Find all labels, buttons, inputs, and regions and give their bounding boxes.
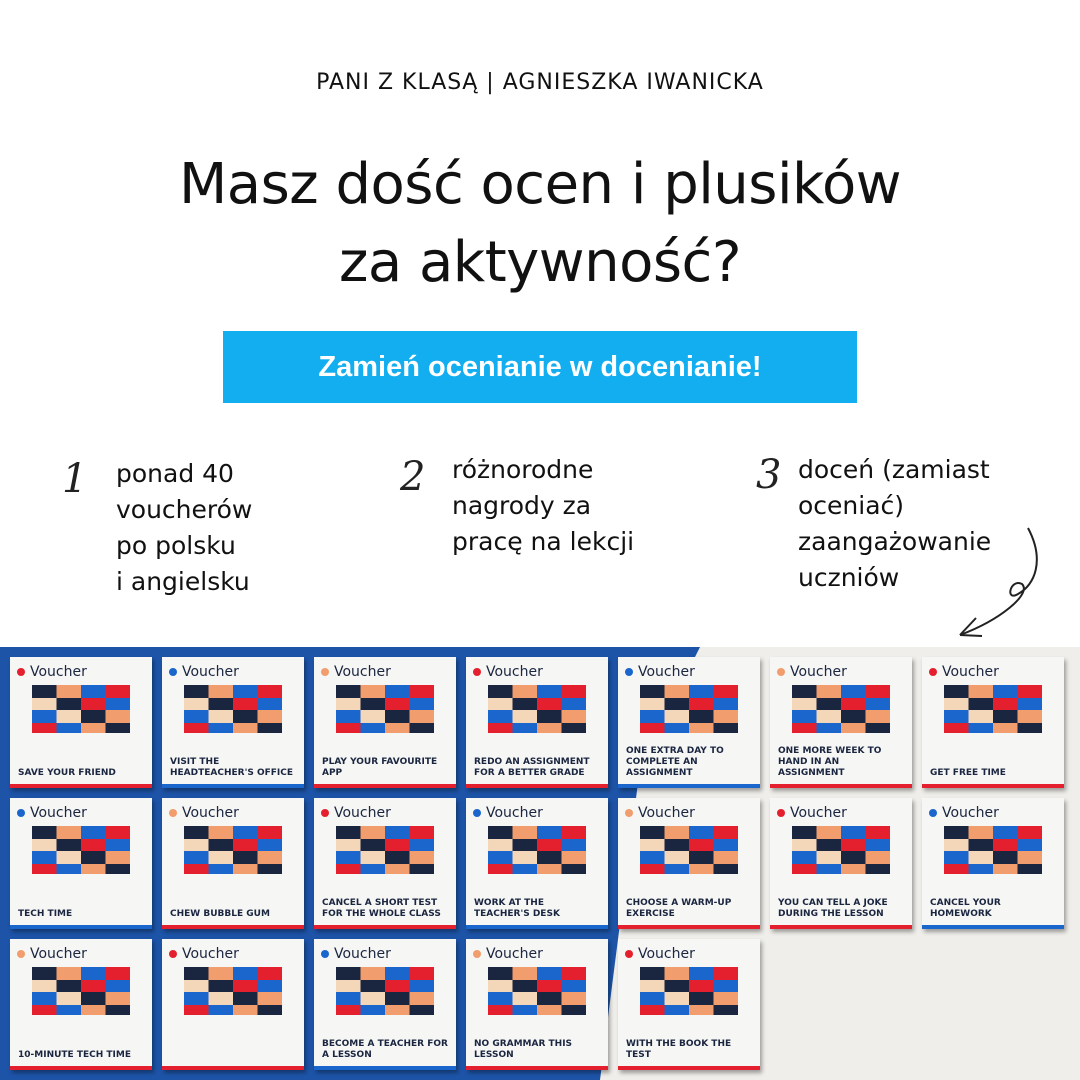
card-geometric-art xyxy=(944,685,1042,733)
card-dot xyxy=(17,668,25,676)
card-dot xyxy=(169,950,177,958)
voucher-card xyxy=(618,939,760,1070)
card-voucher-label: Voucher xyxy=(790,664,847,680)
headline-line-1: Masz dość ocen i plusików xyxy=(178,152,902,217)
card-voucher-label: Voucher xyxy=(182,805,239,821)
voucher-card xyxy=(162,657,304,788)
voucher-card xyxy=(618,798,760,929)
feature-line: oceniać) xyxy=(798,491,905,520)
card-caption: CANCEL A SHORT TEST FOR THE WHOLE CLASS xyxy=(322,898,441,919)
card-dot xyxy=(473,668,481,676)
feature-line: zaangażowanie xyxy=(798,527,992,556)
card-voucher-label: Voucher xyxy=(334,805,391,821)
card-caption: CHOOSE A WARM-UP EXERCISE xyxy=(626,898,732,919)
feature-line: uczniów xyxy=(798,563,900,592)
voucher-card xyxy=(466,657,608,788)
voucher-card xyxy=(770,798,912,929)
card-dot xyxy=(321,809,329,817)
card-geometric-art xyxy=(32,685,130,733)
card-caption: SAVE YOUR FRIEND xyxy=(18,768,116,778)
card-voucher-label: Voucher xyxy=(334,946,391,962)
card-caption: BECOME A TEACHER FOR A LESSON xyxy=(322,1039,448,1060)
card-voucher-label: Voucher xyxy=(638,946,695,962)
feature-number: 1 xyxy=(62,456,88,502)
voucher-card xyxy=(922,798,1064,929)
cta-button[interactable]: Zamień ocenianie w docenianie! xyxy=(223,331,857,403)
voucher-card xyxy=(314,798,456,929)
voucher-card xyxy=(314,939,456,1070)
feature-line: nagrody za xyxy=(452,491,592,520)
card-voucher-label: Voucher xyxy=(30,664,87,680)
card-geometric-art xyxy=(32,967,130,1015)
card-voucher-label: Voucher xyxy=(942,664,999,680)
card-geometric-art xyxy=(336,826,434,874)
feature-line: i angielsku xyxy=(116,567,250,596)
card-geometric-art xyxy=(488,967,586,1015)
headline-line-2: za aktywność? xyxy=(338,230,742,295)
card-voucher-label: Voucher xyxy=(182,664,239,680)
card-geometric-art xyxy=(640,685,738,733)
card-dot xyxy=(929,668,937,676)
card-voucher-label: Voucher xyxy=(638,664,695,680)
card-voucher-label: Voucher xyxy=(486,946,543,962)
card-dot xyxy=(473,809,481,817)
card-geometric-art xyxy=(792,826,890,874)
voucher-card xyxy=(162,798,304,929)
card-dot xyxy=(473,950,481,958)
card-caption: 10-MINUTE TECH TIME xyxy=(18,1050,131,1060)
card-caption: ONE MORE WEEK TO HAND IN AN ASSIGNMENT xyxy=(778,746,882,778)
voucher-photo xyxy=(0,647,1080,1080)
card-geometric-art xyxy=(488,826,586,874)
card-dot xyxy=(777,668,785,676)
brand-header: PANI Z KLASĄ | AGNIESZKA IWANICKA xyxy=(316,70,764,95)
card-geometric-art xyxy=(640,826,738,874)
card-caption: REDO AN ASSIGNMENT FOR A BETTER GRADE xyxy=(474,757,590,778)
voucher-card xyxy=(314,657,456,788)
card-dot xyxy=(321,950,329,958)
card-caption: PLAY YOUR FAVOURITE APP xyxy=(322,757,438,778)
feature-line: różnorodne xyxy=(452,455,594,484)
card-voucher-label: Voucher xyxy=(30,805,87,821)
card-caption: WITH THE BOOK THE TEST xyxy=(626,1039,732,1060)
card-voucher-label: Voucher xyxy=(790,805,847,821)
card-caption: ONE EXTRA DAY TO COMPLETE AN ASSIGNMENT xyxy=(626,746,724,778)
card-dot xyxy=(17,809,25,817)
card-geometric-art xyxy=(336,685,434,733)
feature-line: voucherów xyxy=(116,495,253,524)
card-voucher-label: Voucher xyxy=(334,664,391,680)
card-dot xyxy=(17,950,25,958)
card-dot xyxy=(777,809,785,817)
voucher-card xyxy=(466,939,608,1070)
card-voucher-label: Voucher xyxy=(486,664,543,680)
card-caption: NO GRAMMAR THIS LESSON xyxy=(474,1039,573,1060)
card-caption: YOU CAN TELL A JOKE DURING THE LESSON xyxy=(778,898,888,919)
card-caption: VISIT THE HEADTEACHER'S OFFICE xyxy=(170,757,294,778)
card-geometric-art xyxy=(184,967,282,1015)
feature-line: po polsku xyxy=(116,531,236,560)
voucher-card xyxy=(466,798,608,929)
curved-arrow-icon xyxy=(940,520,1050,645)
card-dot xyxy=(929,809,937,817)
feature-line: ponad 40 xyxy=(116,459,234,488)
card-dot xyxy=(321,668,329,676)
card-dot xyxy=(625,950,633,958)
card-dot xyxy=(169,809,177,817)
card-dot xyxy=(625,809,633,817)
voucher-card xyxy=(10,939,152,1070)
voucher-card xyxy=(10,798,152,929)
card-geometric-art xyxy=(184,826,282,874)
card-caption: GET FREE TIME xyxy=(930,768,1006,778)
card-geometric-art xyxy=(336,967,434,1015)
card-geometric-art xyxy=(792,685,890,733)
card-voucher-label: Voucher xyxy=(182,946,239,962)
feature-number: 2 xyxy=(400,454,426,500)
card-caption: WORK AT THE TEACHER'S DESK xyxy=(474,898,560,919)
card-voucher-label: Voucher xyxy=(486,805,543,821)
card-geometric-art xyxy=(640,967,738,1015)
feature-line: pracę na lekcji xyxy=(452,527,635,556)
card-geometric-art xyxy=(184,685,282,733)
card-dot xyxy=(625,668,633,676)
card-voucher-label: Voucher xyxy=(942,805,999,821)
card-voucher-label: Voucher xyxy=(30,946,87,962)
feature-number: 3 xyxy=(756,452,782,498)
card-voucher-label: Voucher xyxy=(638,805,695,821)
headline xyxy=(0,146,1080,302)
card-geometric-art xyxy=(944,826,1042,874)
feature-line: doceń (zamiast xyxy=(798,455,990,484)
voucher-card xyxy=(618,657,760,788)
card-caption: CHEW BUBBLE GUM xyxy=(170,909,270,919)
voucher-card xyxy=(922,657,1064,788)
voucher-card xyxy=(10,657,152,788)
card-caption: CANCEL YOUR HOMEWORK xyxy=(930,898,1001,919)
card-caption: TECH TIME xyxy=(18,909,73,919)
card-dot xyxy=(169,668,177,676)
card-geometric-art xyxy=(488,685,586,733)
voucher-card xyxy=(162,939,304,1070)
card-geometric-art xyxy=(32,826,130,874)
voucher-card xyxy=(770,657,912,788)
